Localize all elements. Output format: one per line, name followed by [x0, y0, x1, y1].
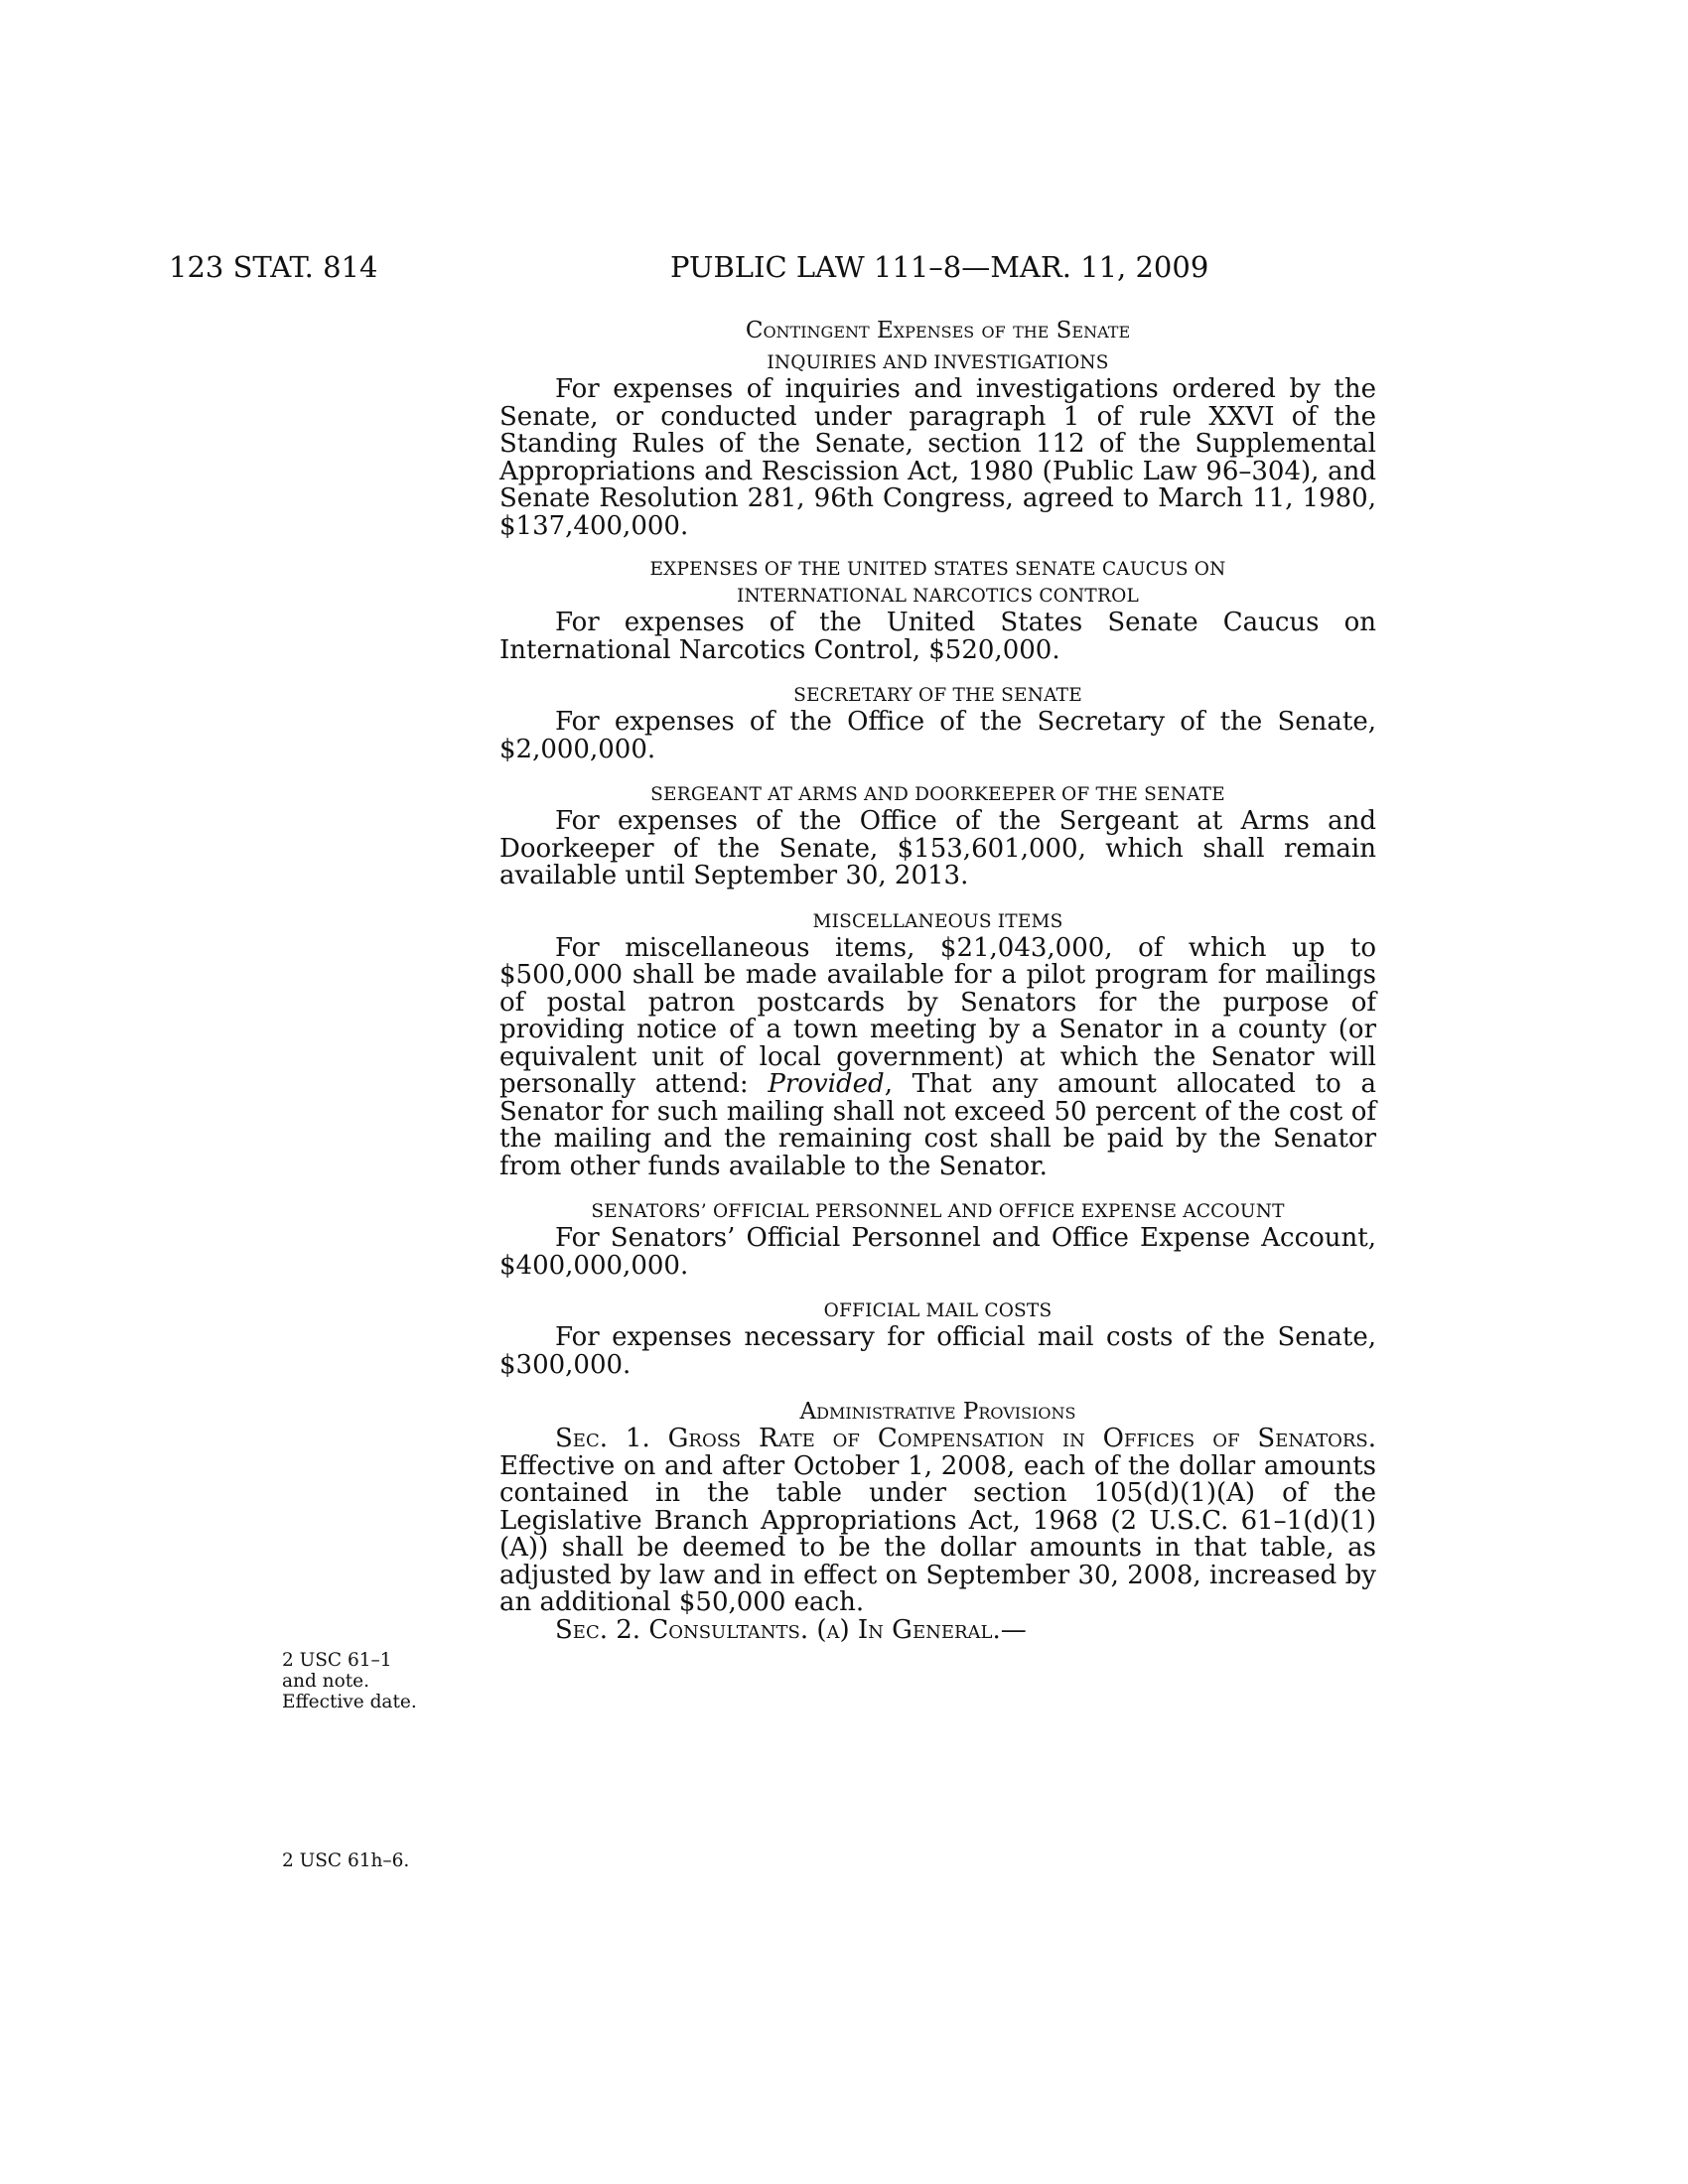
paragraph-inquiries: For expenses of inquiries and investigations ordered by the Senate, or conducted under paragraph 1 of rule XXVI of the Standing Rules of the Senate, section 112 of the Supplemental Appropriations and Rescission Act, 1980 (Public Law 96–304), and Senate Resolution 281, 96th Congress, agreed to March 11, 1980, $137,400,000.: [499, 374, 1376, 541]
sec2-lead: Sec. 2. Consultants. (a) In General.—: [555, 1614, 1027, 1645]
admin-provisions-heading: Administrative Provisions: [799, 1399, 1076, 1425]
paragraph-misc: [499, 932, 1376, 1181]
misc-text-before: For miscellaneous items, $21,043,000, of which up to $500,000 shall be made available for a pilot program for mailings of postal patron postcards by Senators for the purpose of providing notice of a town meeting by a Senator in a county (or equivalent unit of local government) at which the Senator will personally attend:: [499, 932, 1376, 1099]
paragraph-secretary: For expenses of the Office of the Secretary of the Senate, $2,000,000.: [499, 707, 1376, 764]
section-heading-inquiries: INQUIRIES AND INVESTIGATIONS: [767, 352, 1109, 373]
section-heading-caucus-line2: INTERNATIONAL NARCOTICS CONTROL: [737, 586, 1139, 607]
main-heading: Contingent Expenses of the Senate: [745, 318, 1131, 343]
paragraph-personnel-account: For Senators’ Official Personnel and Office Expense Account, $400,000,000.: [499, 1223, 1376, 1281]
paragraph-sergeant: For expenses of the Office of the Sergeant at Arms and Doorkeeper of the Senate, $153,601,000, which shall remain available until September 30, 2013.: [499, 806, 1376, 890]
section-heading-personnel-account: SENATORS’ OFFICIAL PERSONNEL AND OFFICE EXPENSE ACCOUNT: [591, 1201, 1285, 1222]
misc-text-after: , That any amount allocated to a Senator for such mailing shall not exceed 50 percent of the cost of the mailing and the remaining cost shall be paid by the Senator from other funds available to the Senator.: [499, 1069, 1376, 1181]
margin-note-line: Effective date.: [282, 1692, 417, 1712]
public-law-header: PUBLIC LAW 111–8—MAR. 11, 2009: [670, 250, 1209, 284]
margin-note-line: and note.: [282, 1671, 369, 1692]
margin-note-usc-61h-6: 2 USC 61h–6.: [282, 1850, 410, 1871]
sec1-paragraph: [499, 1426, 1376, 1617]
stat-page-reference: 123 STAT. 814: [169, 250, 378, 284]
section-heading-caucus-line1: EXPENSES OF THE UNITED STATES SENATE CAUCUS ON: [649, 559, 1226, 580]
sec2-paragraph: [499, 1614, 1376, 1645]
sec1-lead: Sec. 1. Gross Rate of Compensation in Offices of Senators.: [555, 1424, 1376, 1453]
paragraph-caucus: For expenses of the United States Senate Caucus on International Narcotics Control, $520,000.: [499, 608, 1376, 665]
misc-provided-italic: Provided: [768, 1069, 885, 1099]
section-heading-sergeant: SERGEANT AT ARMS AND DOORKEEPER OF THE SENATE: [650, 784, 1225, 805]
margin-note-line: 2 USC 61–1: [282, 1650, 392, 1671]
section-heading-secretary: SECRETARY OF THE SENATE: [793, 685, 1082, 706]
document-body: [499, 318, 1376, 1644]
paragraph-mail-costs: For expenses necessary for official mail costs of the Senate, $300,000.: [499, 1322, 1376, 1380]
section-heading-mail-costs: OFFICIAL MAIL COSTS: [823, 1300, 1053, 1321]
sec1-text: Effective on and after October 1, 2008, each of the dollar amounts contained in the table under section 105(d)(1)(A) of the Legislative Branch Appropriations Act, 1968 (2 U.S.C. 61–1(d)(1)(A)) shall be deemed to be the dollar amounts in that table, as adjusted by law and in effect on September 30, 2008, increased by an additional $50,000 each.: [499, 1450, 1376, 1617]
margin-note-usc-61-1: [282, 1650, 451, 1712]
section-heading-misc: MISCELLANEOUS ITEMS: [812, 910, 1063, 932]
